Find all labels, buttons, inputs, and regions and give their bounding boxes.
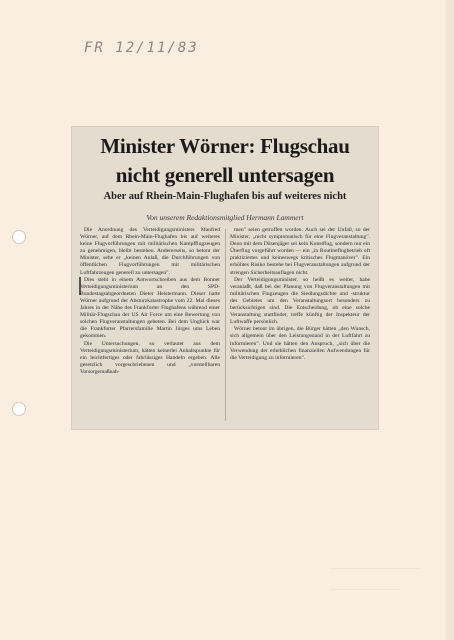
subheadline: Aber auf Rhein-Main-Flughafen bis auf weiteres nicht bbox=[103, 191, 347, 202]
paragraph: Die Anordnung des Verteidigungsministers Manfred Wörner, auf dem Rhein-Main-Flughafen bis auf weiteres keine Flugvorführungen mit militärischen Kampfflugzeugen zu genehmigen, bleibt bestehen. Andererseits, so betont der Minister, sehe er „keinen Anlaß, die Durchführungen von öffentlichen Flugvorführungen mit militärischen Luftfahrzeugen generell zu untersagen". bbox=[80, 227, 220, 276]
column-divider bbox=[225, 229, 226, 421]
article-column-left bbox=[80, 227, 220, 376]
paragraph: Dies steht in einem Antwortschreiben aus dem Bonner Verteidigungsministerium an den SPD-Bundestagsabgeordneten Dieter Heistermann. Dieser hatte Wörner aufgrund der Absturzkatastrophe vom 22. Mai dieses Jahres in der Nähe des Frankfurter Flughafens während einer Militär-Flugschau der US Air Force um eine Bewertung von solchen Flugveranstaltungen gebeten. Bei dem Unglück war die Frankfurter Pfarrersfamilie Martin Jürges ums Leben gekommen. bbox=[80, 276, 220, 340]
article-column-right bbox=[230, 227, 370, 362]
paragraph: Der Verteidigungsminister, so heißt es weiter, habe veranlaßt, daß bei der Planung von Flugveranstaltungen mit militärischen Flugzeugen die Siedlungsdichte und -struktur des Gebietes um den Veranstaltungsort besonders zu berücksichtigen sind. Die Entscheidung, ob eine solche Veranstaltung stattfindet, treffe künftig der Inspekteur der Luftwaffe persönlich. bbox=[230, 276, 370, 326]
page-edge bbox=[446, 0, 454, 640]
handwritten-date-note: FR 12/11/83 bbox=[84, 40, 199, 56]
paragraph: men" seien getroffen worden. Auch sei der Unfall, so der Minister, „nicht symptomatisch für eine Flugveranstaltung". Denn mit dem Düsenjäger sei kein Kunstflug, sondern nur ein Überflug vorgeführt worden — ein „in Routineflugbetrieb oft praktiziertes und keineswegs kritisches Flugmanöver". Ein erhöhtes Risiko bestehe bei Flugveranstaltungen aufgrund der strengen Sicherheitsauflagen nicht. bbox=[230, 227, 370, 276]
paragraph: Wörner betont im übrigen, die Bürger hätten „den Wunsch, sich allgemein über den Leistungsstand in der Luftfahrt zu informieren". Und sie hätten den Anspruch, „sich über die Verwendung der erheblichen finanziellen Aufwendungen für die Verteidigung zu informieren". bbox=[230, 326, 370, 361]
faint-watermark bbox=[330, 548, 420, 590]
newspaper-clipping bbox=[72, 127, 378, 429]
punch-hole-bottom bbox=[12, 402, 26, 416]
paragraph: Die Untersuchungen, so verlautet aus dem Verteidigungsministerium, hätten keinerlei Anhaltspunkte für ein leichtfertiges oder fahrlässiges Handeln ergeben. Alle gesetzlich vorgeschriebenen und „vorstellbaren Vorsorgemaßnah- bbox=[80, 340, 220, 375]
punch-hole-top bbox=[12, 230, 26, 244]
byline: Von unserem Redaktionsmitglied Hermann Lammert bbox=[146, 213, 304, 222]
headline-line-2: nicht generell untersagen bbox=[115, 163, 335, 187]
headline-line-1: Minister Wörner: Flugschau bbox=[100, 134, 350, 158]
